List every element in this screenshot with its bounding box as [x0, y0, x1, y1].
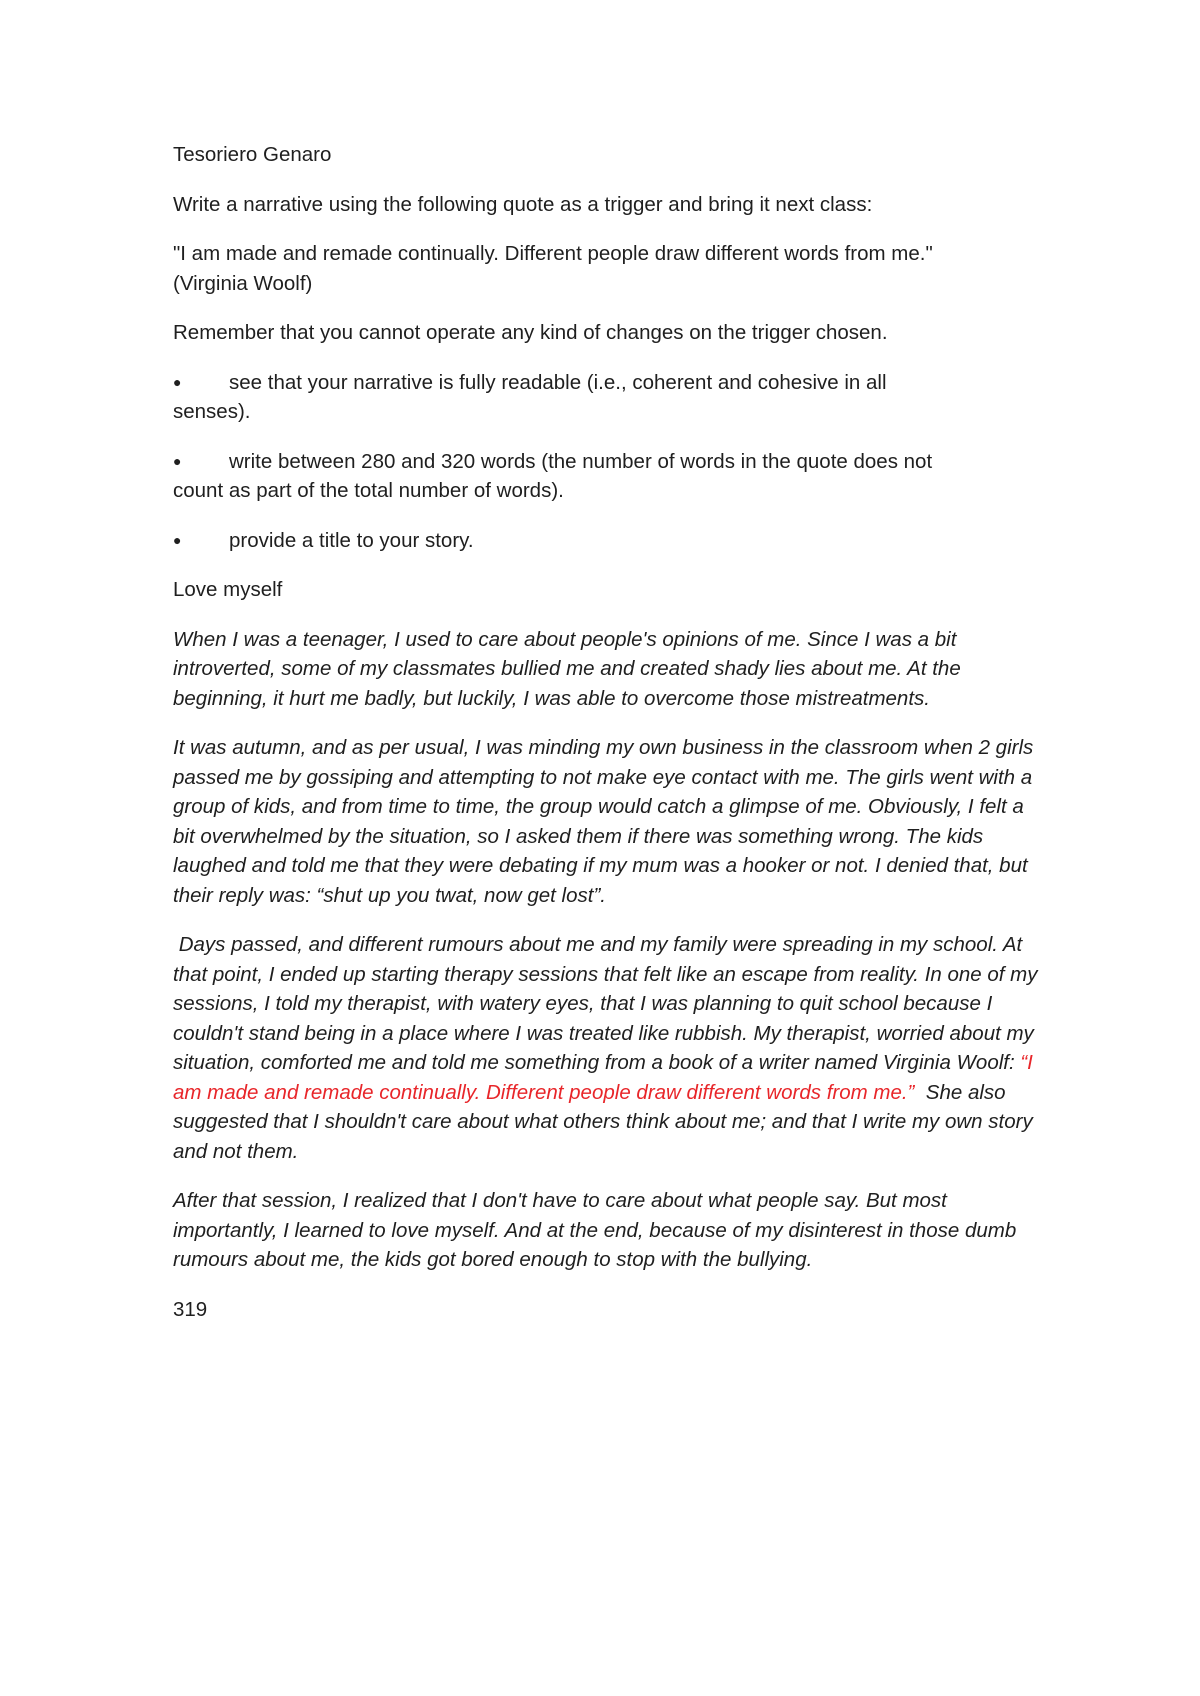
assignment-reminder: Remember that you cannot operate any kind of changes on the trigger chosen. — [173, 321, 888, 344]
bullet-text: provide a title to your story. — [229, 528, 474, 552]
bullet-icon: ● — [173, 373, 182, 390]
author-name: Tesoriero Genaro — [173, 143, 332, 166]
bullet-icon: ● — [173, 452, 182, 469]
story-paragraph-4: After that session, I realized that I don't have to care about what people say. But most importantly, I learned to love myself. And at the end, because of my disinterest in those dumb rumours about me, the kids got bored enough to stop with the bullying. — [173, 1189, 1022, 1271]
bullet-continuation: senses). — [173, 400, 251, 423]
story-paragraph-3-intro: Days passed, and different rumours about me and my family were spreading in my school. At that point, I ended up starting therapy sessions that felt like an escape from reality. In one of my sessions, I told my therapist, with watery eyes, that I was planning to quit school because I couldn't stand being in a place where I was treated like rubbish. My therapist, worried about my situation, comforted me and told me something from a book of a writer named Virginia Woolf: — [173, 933, 1044, 1074]
assignment-instruction: Write a narrative using the following quote as a trigger and bring it next class: — [173, 192, 873, 216]
story-title: Love myself — [173, 578, 283, 601]
trigger-quote-block — [173, 239, 1041, 298]
bullet-item-readable — [173, 368, 1041, 427]
bullet-item-title — [173, 526, 1041, 556]
story-paragraph-3-outro: She also suggested that I shouldn't care about what others think about me; and that I write my own story and not them. — [173, 1080, 1039, 1163]
story-paragraph-3 — [173, 930, 1044, 1166]
document-body — [173, 140, 1044, 1344]
trigger-quote-source: (Virginia Woolf) — [173, 271, 313, 295]
word-count: 319 — [173, 1297, 208, 1321]
story-paragraph-2: It was autumn, and as per usual, I was minding my own business in the classroom when 2 girls passed me by gossiping and attempting to not make eye contact with me. The girls went with a group of kids, and from time to time, the group would catch a glimpse of me. Obviously, I felt a bit overwhelmed by the situation, so I asked them if there was something wrong. The kids laughed and told me that they were debating if my mum was a hooker or not. I denied that, but their reply was: “shut up you twat, now get lost”. — [173, 736, 1039, 907]
story-highlighted-quote: “I am made and remade continually. Different people draw different words from me.” — [173, 1051, 1039, 1104]
story-paragraph-1: When I was a teenager, I used to care about people's opinions of me. Since I was a bit introverted, some of my classmates bullied me and created shady lies about me. At the beginning, it hurt me badly, but luckily, I was able to overcome those mistreatments. — [173, 627, 967, 710]
trigger-quote: "I am made and remade continually. Different people draw different words from me." — [173, 242, 933, 265]
bullet-item-word-count — [173, 447, 1041, 506]
bullet-text: see that your narrative is fully readable (i.e., coherent and cohesive in all — [229, 370, 887, 394]
bullet-continuation: count as part of the total number of words). — [173, 479, 564, 502]
bullet-text: write between 280 and 320 words (the number of words in the quote does not — [229, 449, 933, 473]
bullet-icon: ● — [173, 531, 182, 548]
